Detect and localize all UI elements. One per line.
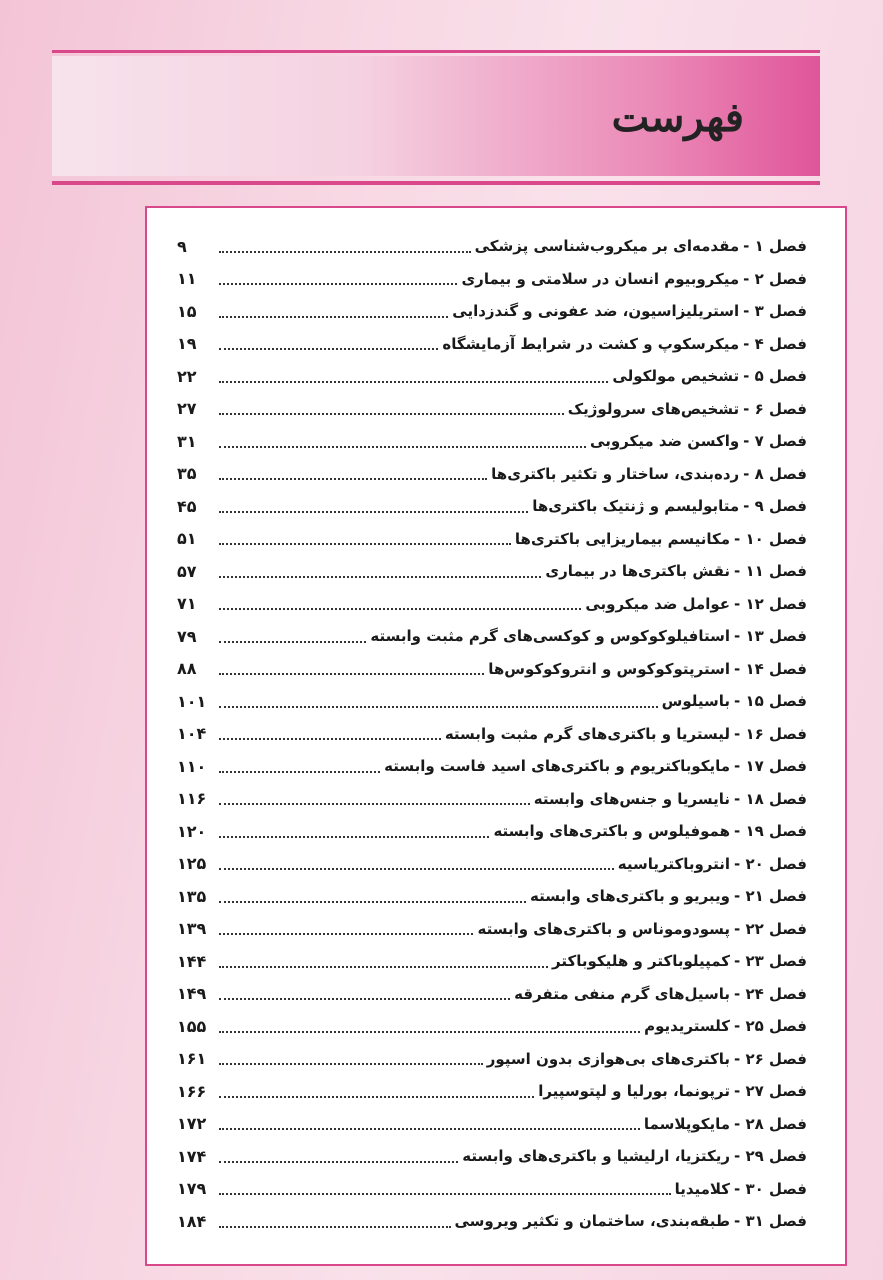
dot-leader xyxy=(219,835,489,838)
dot-leader xyxy=(219,1095,534,1098)
toc-entry xyxy=(177,1205,807,1238)
page-number: ۱۴۹ xyxy=(177,984,207,1004)
chapter-title: نقش باکتری‌ها در بیماری xyxy=(545,562,731,581)
page-number: ۹ xyxy=(177,236,187,256)
page-number: ۱۲۰ xyxy=(177,821,207,841)
dot-leader xyxy=(219,640,366,643)
page-number: ۱۵ xyxy=(177,301,197,321)
dot-leader xyxy=(219,1127,640,1130)
dot-leader xyxy=(219,672,484,675)
dot-leader xyxy=(219,900,526,903)
chapter-label: فصل ۸ - xyxy=(743,464,807,483)
chapter-label: فصل ۲۱ - xyxy=(734,887,807,906)
page-number: ۱۱ xyxy=(177,269,197,289)
toc-entry xyxy=(177,880,807,913)
page-title: فهرست xyxy=(611,94,744,141)
dot-leader xyxy=(219,867,614,870)
dot-leader xyxy=(219,412,564,415)
dot-leader xyxy=(219,542,511,545)
toc-entry xyxy=(177,328,807,361)
chapter-label: فصل ۱۹ - xyxy=(734,822,807,841)
page-number: ۸۸ xyxy=(177,659,197,679)
chapter-title: پسودوموناس و باکتری‌های وابسته xyxy=(477,919,731,938)
chapter-title: نایسریا و جنس‌های وابسته xyxy=(533,789,731,808)
chapter-label: فصل ۲۸ - xyxy=(734,1114,807,1133)
chapter-label: فصل ۱۶ - xyxy=(734,724,807,743)
toc-entry xyxy=(177,653,807,686)
chapter-title: عوامل ضد میکروبی xyxy=(585,594,731,613)
dot-leader xyxy=(219,315,448,318)
dot-leader xyxy=(219,510,528,513)
toc-entry xyxy=(177,523,807,556)
table-of-contents xyxy=(145,206,847,1266)
toc-entry xyxy=(177,1173,807,1206)
chapter-label: فصل ۲۵ - xyxy=(734,1017,807,1036)
chapter-title: میکرسکوپ و کشت در شرایط آزمایشگاه xyxy=(442,334,740,353)
chapter-label: فصل ۲۳ - xyxy=(734,952,807,971)
dot-leader xyxy=(219,932,473,935)
dot-leader xyxy=(219,1062,483,1065)
page-number: ۴۵ xyxy=(177,496,197,516)
chapter-label: فصل ۲ - xyxy=(743,269,807,288)
chapter-label: فصل ۱ - xyxy=(743,237,807,256)
toc-entry xyxy=(177,263,807,296)
toc-entry xyxy=(177,360,807,393)
chapter-label: فصل ۱۷ - xyxy=(734,757,807,776)
page-number: ۱۷۴ xyxy=(177,1146,207,1166)
page-number: ۳۱ xyxy=(177,431,197,451)
dot-leader xyxy=(219,1192,671,1195)
page-number: ۱۰۴ xyxy=(177,724,207,744)
toc-entry xyxy=(177,295,807,328)
chapter-label: فصل ۳۱ - xyxy=(734,1212,807,1231)
page-number: ۱۳۹ xyxy=(177,919,207,939)
chapter-title: باکتری‌های بی‌هوازی بدون اسپور xyxy=(486,1049,731,1068)
page-number: ۷۱ xyxy=(177,594,197,614)
dot-leader xyxy=(219,770,380,773)
chapter-label: فصل ۷ - xyxy=(743,432,807,451)
page-number: ۱۱۰ xyxy=(177,756,207,776)
toc-entry xyxy=(177,588,807,621)
chapter-label: فصل ۲۹ - xyxy=(734,1147,807,1166)
page-number: ۱۶۶ xyxy=(177,1081,207,1101)
toc-entry xyxy=(177,913,807,946)
page-number: ۵۱ xyxy=(177,529,197,549)
chapter-label: فصل ۱۲ - xyxy=(734,594,807,613)
chapter-title: هموفیلوس و باکتری‌های وابسته xyxy=(493,822,731,841)
chapter-label: فصل ۳ - xyxy=(743,302,807,321)
chapter-title: کلامیدیا xyxy=(674,1179,731,1198)
dot-leader xyxy=(219,1225,451,1228)
chapter-label: فصل ۱۸ - xyxy=(734,789,807,808)
chapter-title: طبقه‌بندی، ساختمان و تکثیر ویروسی xyxy=(454,1212,731,1231)
dot-leader xyxy=(219,1160,458,1163)
dot-leader xyxy=(219,997,510,1000)
top-rule xyxy=(52,50,820,53)
page-number: ۱۷۹ xyxy=(177,1179,207,1199)
toc-entry xyxy=(177,620,807,653)
toc-entry xyxy=(177,230,807,263)
dot-leader xyxy=(219,705,658,708)
chapter-title: مایکوپلاسما xyxy=(643,1114,731,1133)
chapter-label: فصل ۱۱ - xyxy=(734,562,807,581)
page-number: ۱۶۱ xyxy=(177,1049,207,1069)
chapter-title: استریلیزاسیون، ضد عفونی و گندزدایی xyxy=(452,302,740,321)
toc-entry xyxy=(177,1010,807,1043)
toc-entry xyxy=(177,750,807,783)
page-number: ۱۸۴ xyxy=(177,1211,207,1231)
dot-leader xyxy=(219,575,541,578)
chapter-title: کلستریدیوم xyxy=(644,1017,731,1036)
dot-leader xyxy=(219,445,586,448)
toc-entry xyxy=(177,685,807,718)
dot-leader xyxy=(219,282,457,285)
page-number: ۱۲۵ xyxy=(177,854,207,874)
chapter-label: فصل ۴ - xyxy=(743,334,807,353)
chapter-title: تشخیص‌های سرولوژیک xyxy=(567,399,740,418)
dot-leader xyxy=(219,380,608,383)
chapter-title: انتروباکتریاسیه xyxy=(617,854,731,873)
chapter-title: مکانیسم بیماریزایی باکتری‌ها xyxy=(514,529,731,548)
dot-leader xyxy=(219,607,581,610)
page-number: ۱۷۲ xyxy=(177,1114,207,1134)
chapter-title: ویبریو و باکتری‌های وابسته xyxy=(530,887,731,906)
toc-list xyxy=(177,230,807,1238)
toc-entry xyxy=(177,1075,807,1108)
toc-entry xyxy=(177,815,807,848)
page-number: ۵۷ xyxy=(177,561,197,581)
chapter-title: ریکتزیا، ارلیشیا و باکتری‌های وابسته xyxy=(462,1147,731,1166)
toc-entry xyxy=(177,490,807,523)
book-page xyxy=(52,50,820,1240)
chapter-label: فصل ۱۰ - xyxy=(734,529,807,548)
chapter-label: فصل ۲۷ - xyxy=(734,1082,807,1101)
dot-leader xyxy=(219,347,438,350)
chapter-label: فصل ۵ - xyxy=(743,367,807,386)
page-number: ۱۹ xyxy=(177,334,197,354)
toc-entry xyxy=(177,393,807,426)
toc-entry xyxy=(177,783,807,816)
chapter-title: باسیل‌های گرم منفی متفرقه xyxy=(514,984,731,1003)
page-number: ۱۵۵ xyxy=(177,1016,207,1036)
toc-entry xyxy=(177,718,807,751)
dot-leader xyxy=(219,250,471,253)
page-number: ۳۵ xyxy=(177,464,197,484)
dot-leader xyxy=(219,965,548,968)
page-number: ۱۳۵ xyxy=(177,886,207,906)
chapter-title: متابولیسم و ژنتیک باکتری‌ها xyxy=(532,497,740,516)
dot-leader xyxy=(219,477,487,480)
chapter-title: واکسن ضد میکروبی xyxy=(590,432,740,451)
chapter-title: مقدمه‌ای بر میکروب‌شناسی پزشکی xyxy=(474,237,740,256)
chapter-label: فصل ۶ - xyxy=(743,399,807,418)
page-number: ۱۰۱ xyxy=(177,691,207,711)
toc-entry xyxy=(177,458,807,491)
toc-entry xyxy=(177,978,807,1011)
dot-leader xyxy=(219,802,530,805)
toc-entry xyxy=(177,1043,807,1076)
chapter-label: فصل ۱۳ - xyxy=(734,627,807,646)
chapter-title: مایکوباکتریوم و باکتری‌های اسید فاست وابسته xyxy=(384,757,731,776)
chapter-title: باسیلوس xyxy=(661,692,731,711)
chapter-label: فصل ۲۲ - xyxy=(734,919,807,938)
chapter-title: استافیلوکوکوس و کوکسی‌های گرم مثبت وابسته xyxy=(370,627,731,646)
chapter-title: رده‌بندی، ساختار و تکثیر باکتری‌ها xyxy=(491,464,740,483)
dot-leader xyxy=(219,1030,640,1033)
chapter-label: فصل ۲۶ - xyxy=(734,1049,807,1068)
chapter-title: تشخیص مولکولی xyxy=(612,367,740,386)
toc-entry xyxy=(177,945,807,978)
chapter-label: فصل ۹ - xyxy=(743,497,807,516)
chapter-label: فصل ۳۰ - xyxy=(734,1179,807,1198)
page-number: ۱۱۶ xyxy=(177,789,207,809)
chapter-title: کمپیلوباکتر و هلیکوباکتر xyxy=(552,952,731,971)
page-number: ۷۹ xyxy=(177,626,197,646)
chapter-label: فصل ۱۴ - xyxy=(734,659,807,678)
toc-entry xyxy=(177,848,807,881)
page-number: ۲۲ xyxy=(177,366,197,386)
chapter-title: ترپونما، بورلیا و لپتوسپیرا xyxy=(538,1082,731,1101)
chapter-title: لیستریا و باکتری‌های گرم مثبت وابسته xyxy=(444,724,731,743)
chapter-label: فصل ۲۰ - xyxy=(734,854,807,873)
chapter-title: استرپتوکوکوس و انتروکوکوس‌ها xyxy=(488,659,731,678)
toc-entry xyxy=(177,1140,807,1173)
page-number: ۲۷ xyxy=(177,399,197,419)
chapter-title: میکروبیوم انسان در سلامتی و بیماری xyxy=(461,269,740,288)
chapter-label: فصل ۱۵ - xyxy=(734,692,807,711)
dot-leader xyxy=(219,737,441,740)
toc-entry xyxy=(177,555,807,588)
toc-entry xyxy=(177,1108,807,1141)
header-rule xyxy=(52,181,820,185)
chapter-label: فصل ۲۴ - xyxy=(734,984,807,1003)
page-number: ۱۴۴ xyxy=(177,951,207,971)
toc-entry xyxy=(177,425,807,458)
